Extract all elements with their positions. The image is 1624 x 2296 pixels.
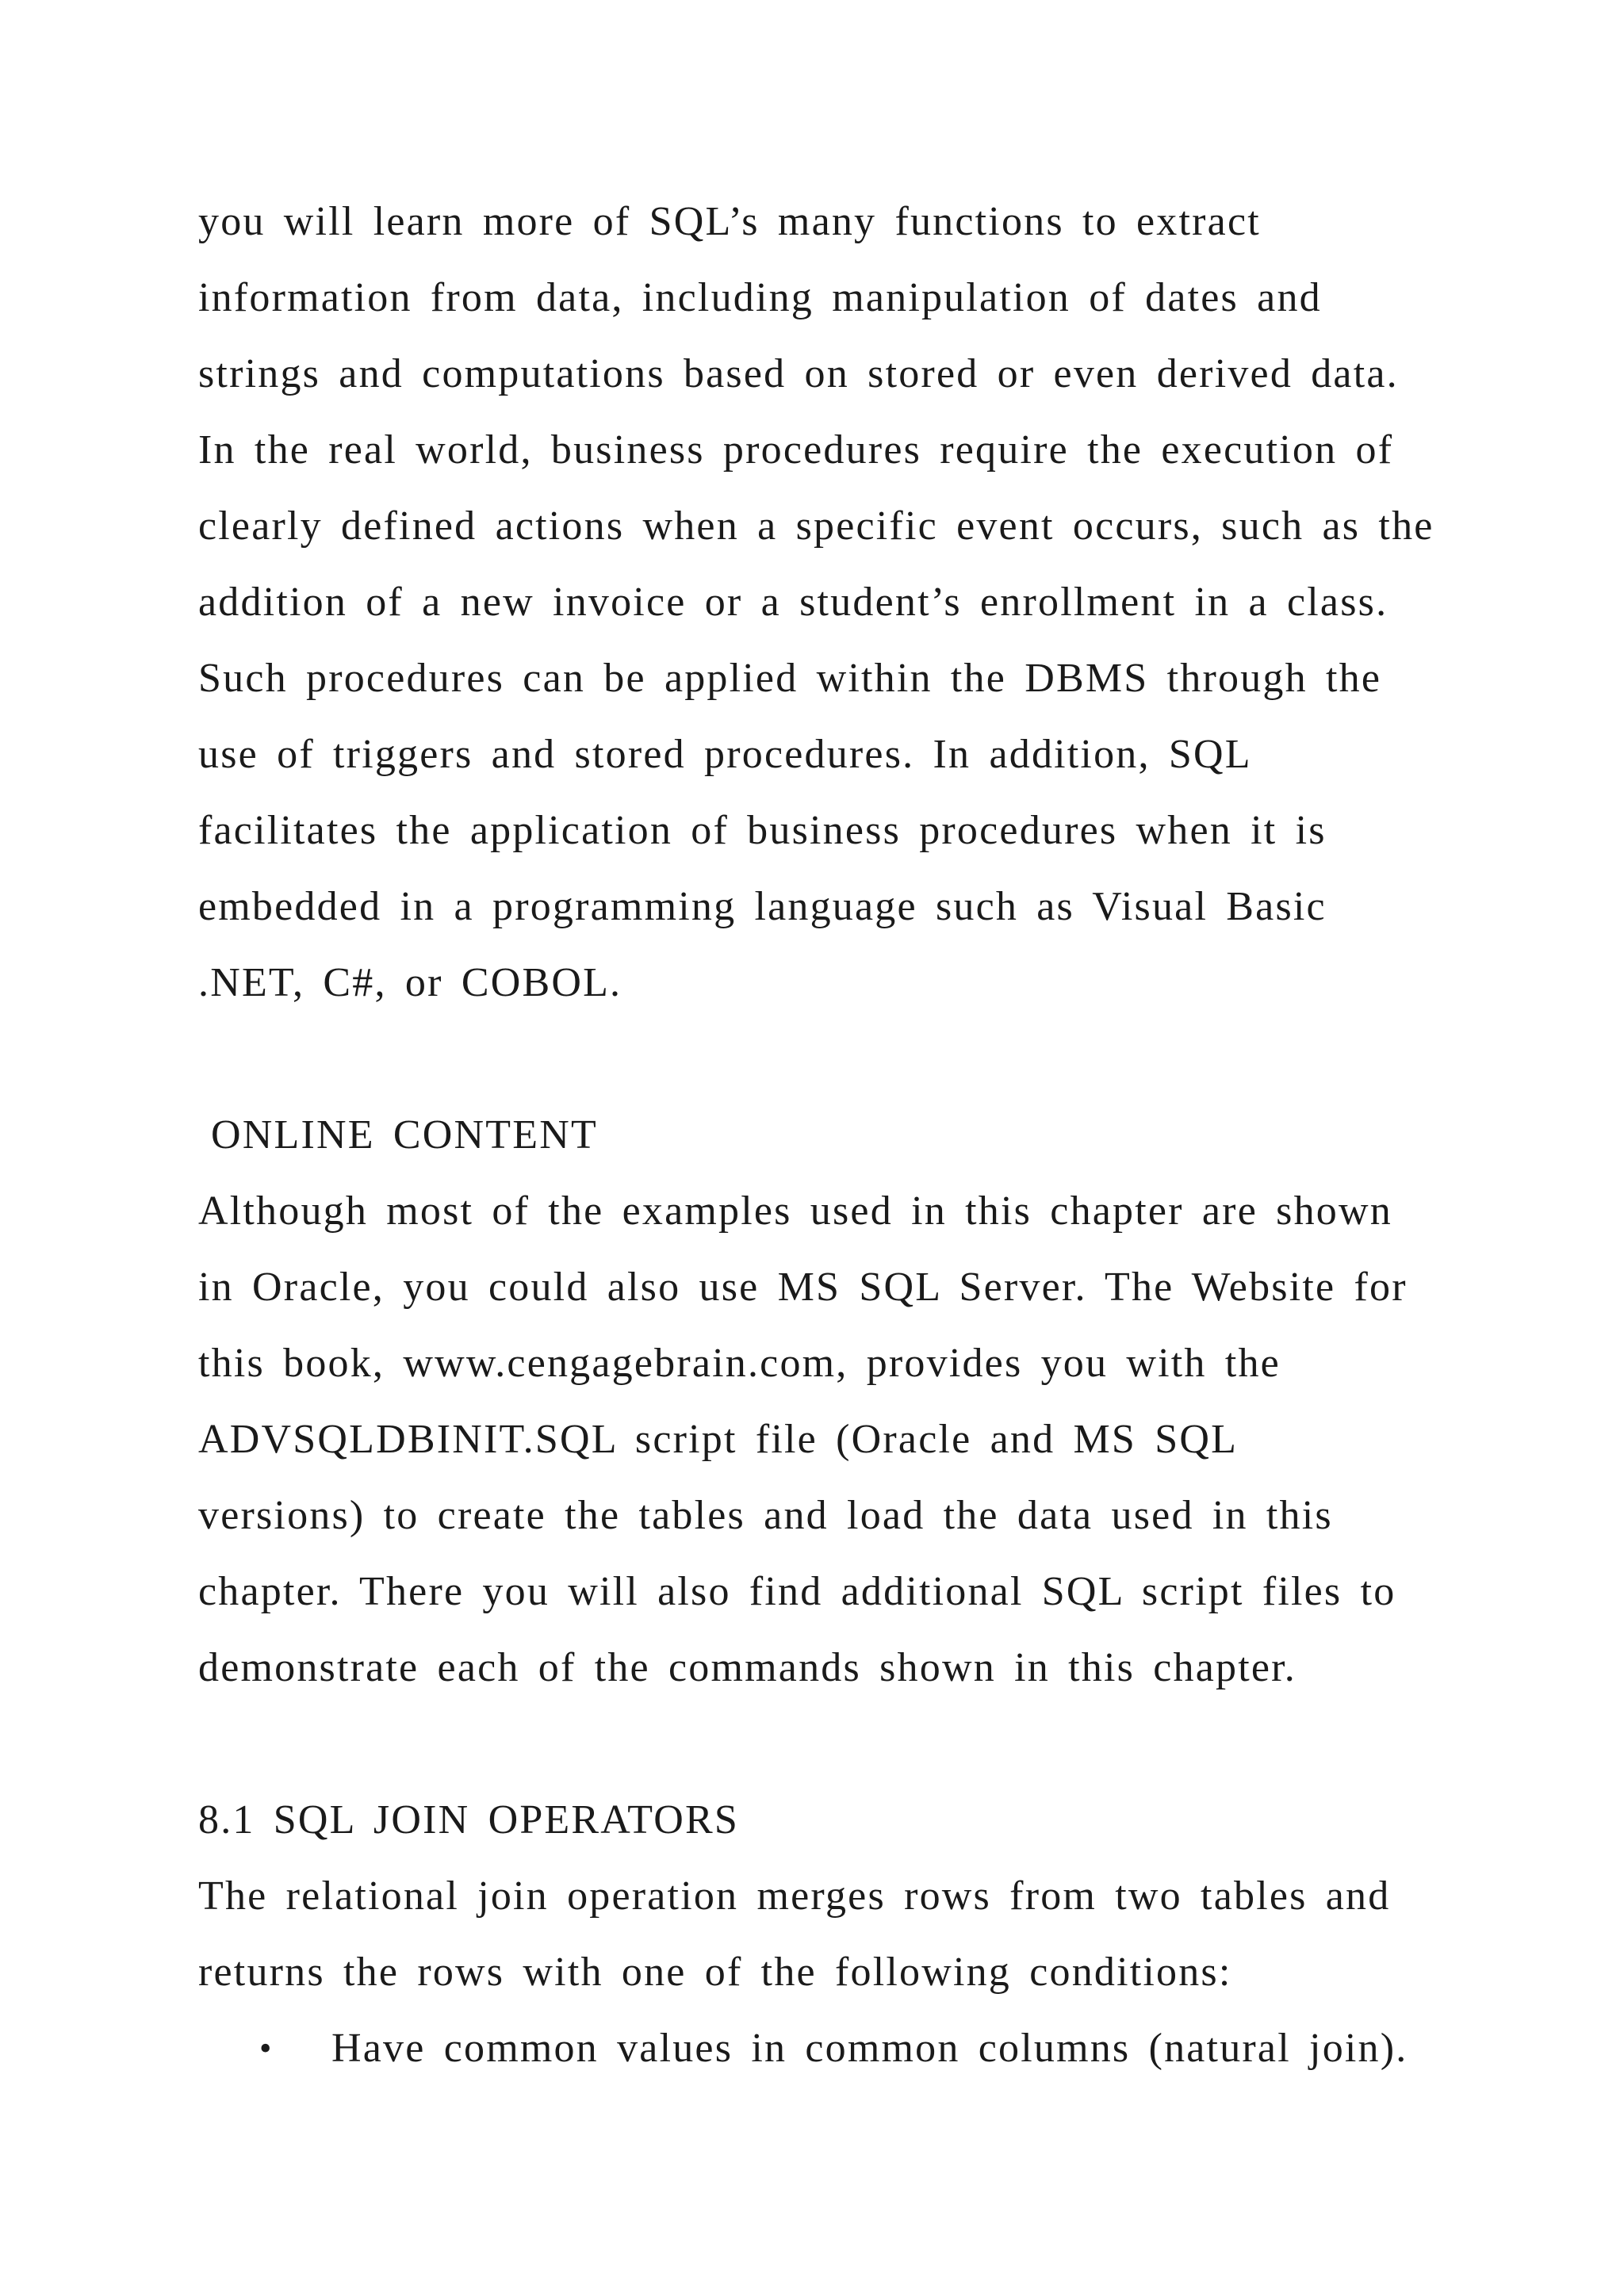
paragraph-line: Such procedures can be applied within the DBMS through the — [198, 656, 1382, 701]
paragraph-line: embedded in a programming language such as Visual Basic — [198, 884, 1327, 929]
online-content-line: Although most of the examples used in this chapter are shown — [198, 1188, 1392, 1234]
online-content-line: versions) to create the tables and load the data used in this — [198, 1493, 1333, 1538]
paragraph-line: information from data, including manipulation of dates and — [198, 275, 1322, 320]
paragraph-line: In the real world, business procedures require the execution of — [198, 427, 1394, 473]
section-heading: 8.1 SQL JOIN OPERATORS — [198, 1797, 740, 1843]
paragraph-line: you will learn more of SQL’s many functions to extract — [198, 199, 1261, 244]
paragraph-line: clearly defined actions when a specific event occurs, such as the — [198, 503, 1434, 549]
online-content-line: ADVSQLDBINIT.SQL script file (Oracle and MS SQL — [198, 1417, 1239, 1462]
paragraph-line: addition of a new invoice or a student’s enrollment in a class. — [198, 580, 1388, 625]
bullet-symbol: • — [259, 2029, 272, 2068]
online-content-heading: ONLINE CONTENT — [211, 1112, 598, 1158]
online-content-line: demonstrate each of the commands shown in this chapter. — [198, 1645, 1297, 1690]
online-content-line: in Oracle, you could also use MS SQL Server. The Website for — [198, 1265, 1408, 1310]
online-content-line: this book, www.cengagebrain.com, provides you with the — [198, 1341, 1281, 1386]
online-content-line: chapter. There you will also find additional SQL script files to — [198, 1569, 1396, 1614]
paragraph-line: use of triggers and stored procedures. In addition, SQL — [198, 732, 1252, 777]
section-line: returns the rows with one of the following conditions: — [198, 1950, 1232, 1995]
section-line: The relational join operation merges rows from two tables and — [198, 1873, 1391, 1919]
paragraph-line: .NET, C#, or COBOL. — [198, 960, 622, 1005]
paragraph-line: facilitates the application of business procedures when it is — [198, 808, 1327, 853]
paragraph-line: strings and computations based on stored or even derived data. — [198, 351, 1399, 396]
bullet-item-text: Have common values in common columns (natural join). — [331, 2026, 1408, 2071]
